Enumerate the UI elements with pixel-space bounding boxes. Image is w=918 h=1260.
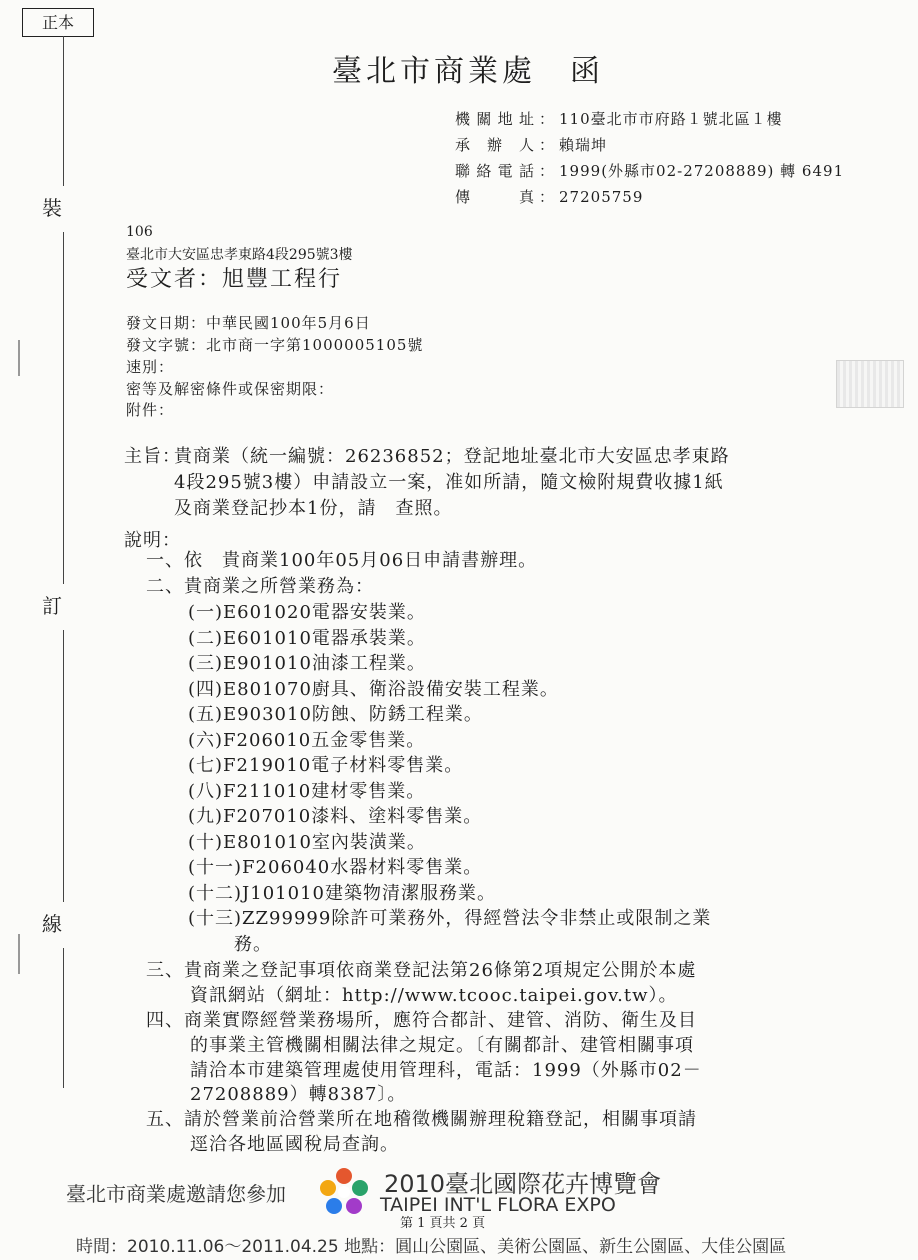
explanation-item-3: 三、貴商業之登記事項依商業登記法第26條第2項規定公開於本處 xyxy=(146,960,697,981)
recipient-postal-code: 106 xyxy=(126,224,153,240)
explanation-item-3-cont: 資訊網站（網址：http://www.tcooc.taipei.gov.tw）。 xyxy=(190,985,678,1006)
sender-fax: 27205759 xyxy=(559,188,644,206)
sender-fax-label: 傳 真 xyxy=(455,188,535,206)
business-item: (一)E601020電器安裝業。 xyxy=(188,602,426,623)
explanation-label: 說明： xyxy=(124,530,181,551)
explanation-item-4-cont: 請洽本市建築管理處使用管理科，電話：1999（外縣市02－ xyxy=(190,1060,702,1081)
business-item: (四)E801070廚具、衛浴設備安裝工程業。 xyxy=(188,679,559,700)
issue-date: 發文日期：中華民國100年5月6日 xyxy=(126,314,371,332)
sender-handler-label: 承 辦 人 xyxy=(455,136,535,154)
sender-phone-row: 聯絡電話 ： 1999(外縣市02-27208889) 轉 6491 xyxy=(455,162,845,180)
footer-invitation: 臺北市商業處邀請您參加 xyxy=(66,1182,286,1206)
explanation-item-4-cont: 的事業主管機關相關法律之規定。〔有關都計、建管相關事項 xyxy=(190,1035,694,1056)
speed-class: 速別： xyxy=(126,358,175,376)
expo-time-location: 時間：2010.11.06～2011.04.25 地點：圓山公園區、美術公園區、新生公園區、大佳公園區 xyxy=(76,1237,787,1257)
expo-name-zh: 2010臺北國際花卉博覽會 xyxy=(384,1170,662,1198)
binding-line-lower xyxy=(63,630,64,902)
copy-stamp: 正本 xyxy=(22,8,94,37)
security-level: 密等及解密條件或保密期限： xyxy=(126,380,335,398)
sender-address-row: 機關地址 ： 110臺北市市府路１號北區１樓 xyxy=(455,110,783,128)
document-number: 發文字號：北市商一字第1000005105號 xyxy=(126,336,424,354)
explanation-item-1: 一、依 貴商業100年05月06日申請書辦理。 xyxy=(146,550,538,571)
flora-expo-logo-icon xyxy=(312,1162,376,1226)
business-item: (六)F206010五金零售業。 xyxy=(188,730,426,751)
business-item: (二)E601010電器承裝業。 xyxy=(188,628,426,649)
explanation-item-4: 四、商業實際經營業務場所，應符合都計、建管、消防、衛生及目 xyxy=(146,1010,697,1031)
business-item: (三)E901010油漆工程業。 xyxy=(188,653,426,674)
subject-line: 貴商業（統一編號：26236852；登記地址臺北市大安區忠孝東路 xyxy=(174,446,730,467)
binding-line-mid xyxy=(63,232,64,584)
business-item: (八)F211010建材零售業。 xyxy=(188,781,426,802)
document-title: 臺北市商業處 函 xyxy=(332,54,604,89)
explanation-item-5-cont: 逕洽各地區國稅局查詢。 xyxy=(190,1134,399,1155)
attachment: 附件： xyxy=(126,401,175,419)
sender-phone: 1999(外縣市02-27208889) 轉 6491 xyxy=(559,162,845,180)
binding-label-xian: 線 xyxy=(42,912,62,936)
business-item: (十)E801010室內裝潢業。 xyxy=(188,832,426,853)
faint-seal-stamp xyxy=(836,360,904,408)
binding-label-zhuang: 裝 xyxy=(42,196,62,220)
business-item: (十二)J101010建築物清潔服務業。 xyxy=(188,883,496,904)
sender-phone-label: 聯絡電話 xyxy=(455,162,535,180)
business-item: (九)F207010漆料、塗料零售業。 xyxy=(188,806,483,827)
business-item: (十三)ZZ99999除許可業務外，得經營法令非禁止或限制之業 xyxy=(188,908,712,929)
expo-name-en: TAIPEI INT'L FLORA EXPO xyxy=(380,1194,616,1216)
sender-address: 110臺北市市府路１號北區１樓 xyxy=(559,110,783,128)
business-item: (五)E903010防蝕、防銹工程業。 xyxy=(188,704,483,725)
binding-label-ding: 訂 xyxy=(42,594,62,618)
punch-mark xyxy=(18,934,20,974)
sender-handler: 賴瑞坤 xyxy=(559,136,608,154)
business-item: (七)F219010電子材料零售業。 xyxy=(188,755,464,776)
explanation-item-2: 二、貴商業之所營業務為： xyxy=(146,576,374,597)
subject-label: 主旨： xyxy=(124,446,181,467)
page-number: 第 1 頁共 2 頁 xyxy=(400,1216,486,1231)
explanation-item-5: 五、請於營業前洽營業所在地稽徵機關辦理稅籍登記，相關事項請 xyxy=(146,1109,697,1130)
sender-fax-row: 傳 真 ： 27205759 xyxy=(455,188,644,206)
punch-mark xyxy=(18,340,20,376)
sender-handler-row: 承 辦 人 ： 賴瑞坤 xyxy=(455,136,608,154)
sender-address-label: 機關地址 xyxy=(455,110,535,128)
binding-line-top xyxy=(63,36,64,186)
business-item-continued: 務。 xyxy=(234,934,272,955)
subject-line: 及商業登記抄本1份，請 查照。 xyxy=(174,498,453,519)
subject-line: 4段295號3樓）申請設立一案，准如所請，隨文檢附規費收據1紙 xyxy=(174,472,724,493)
business-item: (十一)F206040水器材料零售業。 xyxy=(188,857,483,878)
explanation-item-4-cont: 27208889）轉8387〕。 xyxy=(190,1084,407,1105)
binding-line-bottom xyxy=(63,948,64,1088)
recipient-address: 臺北市大安區忠孝東路4段295號3樓 xyxy=(126,247,353,263)
recipient-name: 受文者：旭豐工程行 xyxy=(126,267,343,292)
